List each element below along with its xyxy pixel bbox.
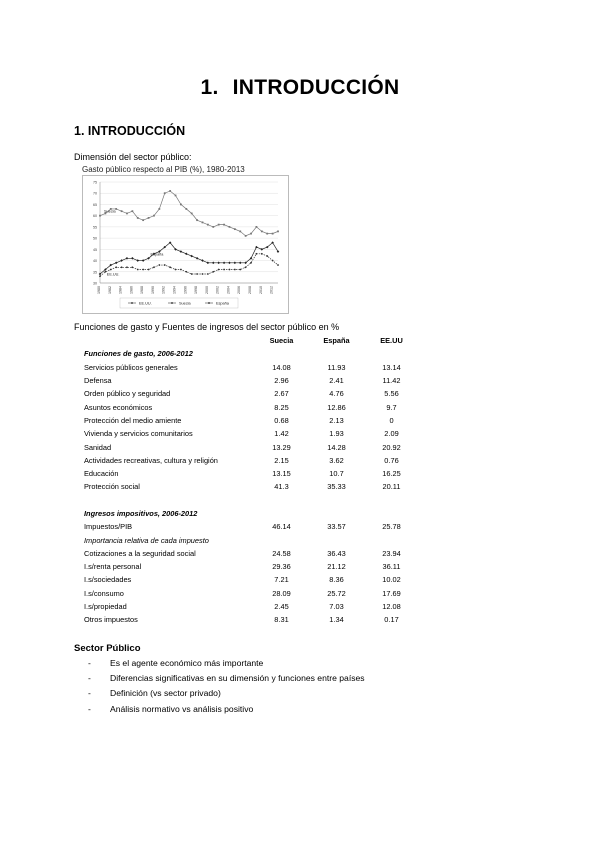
data-point (202, 222, 204, 224)
list-item: - Diferencias significativas en su dimensión y funciones entre países (88, 673, 365, 688)
table-row (84, 374, 419, 387)
legend-entry: EE.UU. (139, 301, 152, 306)
x-tick-label: 2004 (226, 286, 231, 294)
spacer-row (84, 494, 419, 507)
row-value: 13.29 (272, 442, 291, 452)
table-row (84, 560, 419, 573)
data-point (212, 262, 215, 265)
data-point (234, 269, 236, 271)
row-value: 17.69 (382, 588, 401, 598)
table-row (84, 600, 419, 613)
table-header-row (84, 334, 419, 347)
data-point (169, 266, 171, 268)
row-value: 8.36 (329, 575, 344, 585)
data-point (196, 219, 198, 221)
legend-marker (208, 302, 210, 304)
data-point (207, 224, 209, 226)
row-value: 46.14 (272, 522, 291, 532)
x-tick-label: 2006 (237, 286, 242, 294)
section-heading (84, 507, 419, 520)
row-value: 16.25 (382, 469, 401, 479)
data-point (131, 210, 133, 212)
data-point (153, 215, 155, 217)
x-tick-label: 2002 (215, 286, 220, 294)
data-point (239, 262, 242, 265)
data-point (218, 224, 220, 226)
data-point (158, 208, 160, 210)
data-point (131, 257, 134, 260)
legend-entry: Suecia (179, 301, 191, 306)
sector-title: Sector Público (74, 643, 141, 654)
x-tick-label: 2008 (248, 286, 253, 294)
y-tick-label: 60 (93, 214, 97, 219)
table-row (84, 361, 419, 374)
data-point (223, 262, 226, 265)
y-tick-label: 75 (93, 180, 97, 185)
x-tick-label: 1984 (118, 286, 123, 294)
chart-caption: Gasto público respecto al PIB (%), 1980-2013 (82, 165, 245, 174)
x-tick-label: 1990 (150, 286, 155, 294)
data-point (245, 235, 247, 237)
data-point (239, 269, 241, 271)
data-point (120, 259, 123, 262)
x-tick-label: 2000 (204, 286, 209, 294)
row-value: 14.28 (327, 442, 346, 452)
data-point (131, 266, 133, 268)
row-label: Vivienda y servicios comunitarios (84, 429, 193, 439)
row-label: Defensa (84, 376, 112, 386)
row-value: 20.92 (382, 442, 401, 452)
data-point (255, 246, 258, 249)
data-point (196, 257, 199, 260)
y-tick-label: 65 (93, 202, 97, 207)
row-value: 2.09 (384, 429, 399, 439)
x-tick-label: 1988 (140, 286, 145, 294)
data-point (245, 266, 247, 268)
row-value: 9.7 (386, 402, 397, 412)
header-cell: EE.UU (380, 336, 403, 346)
data-point (277, 230, 279, 232)
list-item: - Definición (vs sector privado) (88, 688, 365, 703)
data-point (153, 266, 155, 268)
row-value: 2.67 (274, 389, 289, 399)
series-label: España (150, 252, 164, 257)
data-point (207, 262, 210, 265)
data-point (164, 192, 166, 194)
row-value: 21.12 (327, 562, 346, 572)
x-tick-label: 1982 (107, 286, 112, 294)
row-label: I.s/propiedad (84, 602, 127, 612)
functions-table (84, 334, 419, 627)
data-point (223, 269, 225, 271)
table-row (84, 400, 419, 413)
row-label: Cotizaciones a la seguridad social (84, 548, 196, 558)
row-value: 24.58 (272, 548, 291, 558)
data-point (137, 269, 139, 271)
data-point (212, 271, 214, 273)
data-point (250, 233, 252, 235)
data-point (212, 226, 214, 228)
data-point (185, 253, 188, 256)
row-value: 10.02 (382, 575, 401, 585)
table-row (84, 613, 419, 626)
data-point (126, 213, 128, 215)
legend-entry: España (216, 301, 229, 306)
row-value: 29.36 (272, 562, 291, 572)
data-point (261, 230, 263, 232)
x-tick-label: 1992 (161, 286, 166, 294)
row-label: Educación (84, 469, 119, 479)
subsection-heading-text: Importancia relativa de cada impuesto (84, 535, 209, 545)
table-row (84, 573, 419, 586)
data-point (148, 217, 150, 219)
row-value: 0.17 (384, 615, 399, 625)
table-caption: Funciones de gasto y Fuentes de ingresos del sector público en % (74, 322, 340, 332)
data-point (272, 233, 274, 235)
data-point (180, 204, 182, 206)
data-point (158, 264, 160, 266)
data-point (169, 190, 171, 192)
chart-frame (82, 175, 289, 314)
section-heading-text: Funciones de gasto, 2006-2012 (84, 349, 193, 359)
data-point (234, 262, 237, 265)
row-value: 35.33 (327, 482, 346, 492)
row-value: 12.86 (327, 402, 346, 412)
table-row (84, 520, 419, 533)
y-tick-label: 45 (93, 247, 97, 252)
section-heading (84, 347, 419, 360)
row-value: 28.09 (272, 588, 291, 598)
x-tick-label: 2012 (269, 286, 274, 294)
list-item: - Es el agente económico más importante (88, 658, 365, 673)
data-point (196, 273, 198, 275)
row-value: 25.72 (327, 588, 346, 598)
data-point (175, 195, 177, 197)
data-point (201, 259, 204, 262)
data-point (207, 273, 209, 275)
data-point (185, 271, 187, 273)
row-value: 0 (389, 415, 394, 425)
y-tick-label: 30 (93, 281, 97, 286)
data-point (142, 269, 144, 271)
row-value: 2.41 (329, 376, 344, 386)
data-point (261, 253, 263, 255)
data-point (110, 269, 112, 271)
y-tick-label: 50 (93, 236, 97, 241)
data-point (180, 250, 183, 253)
series-label: EE.UU. (106, 272, 120, 277)
row-value: 2.45 (274, 602, 289, 612)
row-value: 11.93 (327, 362, 346, 372)
y-tick-label: 40 (93, 259, 97, 264)
row-value: 1.42 (274, 429, 289, 439)
list-item: - Análisis normativo vs análisis positivo (88, 704, 365, 719)
row-value: 2.15 (274, 455, 289, 465)
data-point (266, 255, 268, 257)
row-value: 2.96 (274, 376, 289, 386)
data-point (272, 260, 274, 262)
data-point (277, 264, 279, 266)
data-point (126, 257, 129, 260)
table-row (84, 440, 419, 453)
y-tick-label: 70 (93, 191, 97, 196)
row-value: 0.76 (384, 455, 399, 465)
row-label: Asuntos económicos (84, 402, 153, 412)
row-label: Servicios públicos generales (84, 362, 178, 372)
data-point (234, 228, 236, 230)
table-row (84, 414, 419, 427)
table-row (84, 467, 419, 480)
x-tick-label: 1994 (172, 286, 177, 294)
data-point (256, 226, 258, 228)
data-point (142, 259, 145, 262)
bullet-text: Análisis normativo vs análisis positivo (110, 703, 254, 714)
data-point (137, 217, 139, 219)
header-cell: Suecia (269, 336, 294, 346)
data-point (217, 262, 220, 265)
data-point (99, 215, 101, 217)
row-label: I.s/consumo (84, 588, 124, 598)
row-label: Impuestos/PIB (84, 522, 133, 532)
row-value: 33.57 (327, 522, 346, 532)
row-value: 36.43 (327, 548, 346, 558)
row-value: 11.42 (382, 376, 401, 386)
data-point (266, 233, 268, 235)
data-point (115, 266, 117, 268)
table-row (84, 454, 419, 467)
row-value: 13.14 (382, 362, 401, 372)
subsection-heading (84, 533, 419, 546)
row-value: 4.76 (329, 389, 344, 399)
row-value: 14.08 (272, 362, 291, 372)
x-tick-label: 1980 (97, 286, 101, 294)
data-point (261, 248, 264, 251)
row-value: 10.7 (329, 469, 344, 479)
bullet-text: Definición (vs sector privado) (110, 688, 221, 699)
data-point (190, 255, 193, 258)
data-point (121, 210, 123, 212)
page-title (0, 76, 600, 100)
row-value: 0.68 (274, 415, 289, 425)
x-tick-label: 1986 (129, 286, 134, 294)
series-label: Suecia (104, 209, 116, 214)
row-value: 8.31 (274, 615, 289, 625)
table-row (84, 387, 419, 400)
data-point (191, 273, 193, 275)
row-value: 7.21 (274, 575, 289, 585)
data-point (99, 275, 101, 277)
row-value: 20.11 (382, 482, 401, 492)
data-point (223, 224, 225, 226)
data-point (228, 262, 231, 265)
y-tick-label: 55 (93, 225, 97, 230)
table-row (84, 480, 419, 493)
section-heading-text: Ingresos impositivos, 2006-2012 (84, 509, 198, 518)
row-value: 41.3 (274, 482, 289, 492)
row-value: 8.25 (274, 402, 289, 412)
table-row (84, 587, 419, 600)
data-point (164, 264, 166, 266)
row-value: 25.78 (382, 522, 401, 532)
row-label: I.s/renta personal (84, 562, 142, 572)
row-label: I.s/sociedades (84, 575, 132, 585)
section-title: 1. INTRODUCCIÓN (74, 124, 186, 138)
row-label: Protección social (84, 482, 140, 492)
row-label: Actividades recreativas, cultura y religión (84, 455, 218, 465)
row-value: 3.62 (329, 455, 344, 465)
data-point (256, 253, 258, 255)
row-value: 13.15 (272, 469, 291, 479)
row-value: 5.56 (384, 389, 399, 399)
public-spending-chart (83, 176, 288, 313)
table-row (84, 427, 419, 440)
x-tick-label: 1998 (194, 286, 199, 294)
heading-text: INTRODUCCIÓN (232, 76, 400, 99)
data-point (185, 208, 187, 210)
row-label: Otros impuestos (84, 615, 138, 625)
data-point (218, 269, 220, 271)
row-label: Orden público y seguridad (84, 389, 171, 399)
y-tick-label: 35 (93, 270, 97, 275)
row-value: 2.13 (329, 415, 344, 425)
row-value: 7.03 (329, 602, 344, 612)
header-cell (84, 334, 254, 347)
data-point (142, 219, 144, 221)
heading-number: 1. (200, 76, 219, 99)
data-point (229, 226, 231, 228)
data-point (202, 273, 204, 275)
x-tick-label: 1996 (183, 286, 188, 294)
legend-marker (171, 302, 173, 304)
row-value: 12.08 (382, 602, 401, 612)
row-value: 1.93 (329, 429, 344, 439)
bullet-text: Diferencias significativas en su dimensión y funciones entre países (110, 673, 365, 684)
legend-marker (131, 302, 133, 304)
row-value: 23.94 (382, 548, 401, 558)
x-tick-label: 2010 (258, 286, 263, 294)
bullet-text: Es el agente económico más importante (110, 658, 264, 668)
chart-label: Dimensión del sector público: (74, 152, 192, 162)
data-point (136, 259, 139, 262)
data-point (250, 262, 252, 264)
data-point (239, 230, 241, 232)
data-point (175, 269, 177, 271)
row-value: 36.11 (382, 562, 401, 572)
data-point (229, 269, 231, 271)
sector-bullets (88, 658, 365, 719)
data-point (180, 269, 182, 271)
row-label: Sanidad (84, 442, 112, 452)
data-point (191, 213, 193, 215)
data-point (121, 266, 123, 268)
data-point (148, 269, 150, 271)
row-label: Protección del medio amiente (84, 415, 182, 425)
row-value: 1.34 (329, 615, 344, 625)
data-point (115, 262, 118, 265)
header-cell: España (323, 336, 350, 346)
table-row (84, 547, 419, 560)
data-point (126, 266, 128, 268)
